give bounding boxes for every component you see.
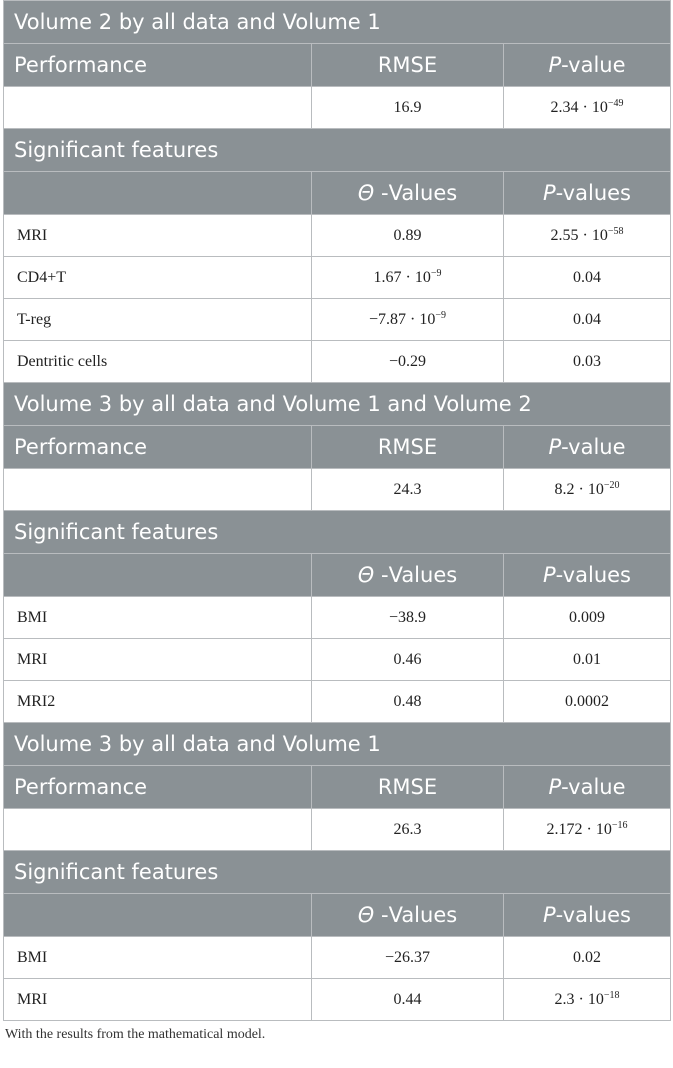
theta-value-exponent: −9	[435, 310, 446, 321]
theta-value	[312, 937, 504, 979]
theta-values-header	[312, 894, 504, 937]
feature-name: MRI2	[4, 681, 312, 723]
results-table	[3, 0, 671, 1021]
theta-value-exponent: −9	[430, 268, 442, 279]
section-title: Volume 2 by all data and Volume 1	[4, 1, 671, 44]
p-symbol: P	[543, 903, 556, 927]
section-title: Volume 3 by all data and Volume 1	[4, 723, 671, 766]
feature-p-value-base: 0.009	[569, 608, 605, 626]
significant-features-label: Significant features	[4, 511, 671, 554]
theta-value-base: −7.87 · 10	[369, 311, 436, 328]
significant-features-label: Significant features	[4, 129, 671, 172]
theta-values-text: -Values	[374, 903, 458, 927]
p-value-header	[504, 426, 671, 469]
rmse-value: 16.9	[312, 87, 504, 129]
rmse-header: RMSE	[312, 44, 504, 87]
feature-name: BMI	[4, 597, 312, 639]
features-header-row	[4, 172, 671, 215]
p-symbol: P	[548, 53, 562, 77]
performance-value-row	[4, 809, 671, 851]
feature-row	[4, 299, 671, 341]
p-values-header	[504, 554, 671, 597]
p-symbol: P	[543, 563, 556, 587]
feature-name: MRI	[4, 979, 312, 1021]
feature-row	[4, 341, 671, 383]
feature-row	[4, 979, 671, 1021]
performance-header-row	[4, 766, 671, 809]
performance-value-row	[4, 469, 671, 511]
p-value-exponent: −49	[607, 98, 624, 109]
theta-value-base: −38.9	[388, 608, 427, 626]
rmse-value: 24.3	[312, 469, 504, 511]
rmse-header: RMSE	[312, 426, 504, 469]
performance-empty-cell	[4, 469, 312, 511]
theta-symbol: Θ	[357, 563, 375, 587]
feature-p-value-base: 2.3 · 10	[554, 991, 604, 1008]
feature-p-value	[504, 681, 671, 723]
theta-value-base: 0.44	[393, 990, 422, 1008]
p-value	[504, 87, 671, 129]
p-value-header-text: -value	[561, 775, 626, 799]
performance-label: Performance	[4, 426, 312, 469]
theta-value-base: −0.29	[388, 352, 427, 370]
feature-p-value-base: 0.03	[573, 352, 601, 370]
theta-values-header	[312, 554, 504, 597]
theta-symbol: Θ	[357, 903, 375, 927]
section-title-row	[4, 383, 671, 426]
performance-header-row	[4, 426, 671, 469]
p-values-text: -values	[555, 563, 631, 587]
performance-header-row	[4, 44, 671, 87]
p-value-exponent: −16	[611, 820, 628, 831]
theta-values-text: -Values	[374, 563, 458, 587]
theta-values-text: -Values	[374, 181, 458, 205]
p-values-text: -values	[555, 903, 631, 927]
performance-empty-cell	[4, 87, 312, 129]
theta-value	[312, 681, 504, 723]
performance-value-row	[4, 87, 671, 129]
p-value-base: 2.34 · 10	[550, 99, 608, 116]
theta-value-base: 0.46	[393, 650, 422, 668]
p-value-exponent: −20	[603, 480, 620, 491]
p-value-header	[504, 766, 671, 809]
feature-name: Dentritic cells	[4, 341, 312, 383]
theta-value-base: 0.89	[393, 226, 422, 244]
features-header-empty	[4, 554, 312, 597]
feature-p-value	[504, 299, 671, 341]
feature-name: BMI	[4, 937, 312, 979]
section-title: Volume 3 by all data and Volume 1 and Volume 2	[4, 383, 671, 426]
p-values-header	[504, 894, 671, 937]
feature-p-value	[504, 639, 671, 681]
significant-features-label: Significant features	[4, 851, 671, 894]
feature-name: T-reg	[4, 299, 312, 341]
theta-symbol: Θ	[357, 181, 375, 205]
table-footnote: With the results from the mathematical model.	[5, 1027, 266, 1042]
feature-p-value	[504, 341, 671, 383]
feature-name: CD4+T	[4, 257, 312, 299]
feature-row	[4, 597, 671, 639]
feature-row	[4, 639, 671, 681]
rmse-header: RMSE	[312, 766, 504, 809]
p-value-header-text: -value	[561, 435, 626, 459]
p-value-header-text: -value	[561, 53, 626, 77]
p-value-base: 8.2 · 10	[554, 481, 604, 498]
theta-value-base: 0.48	[393, 692, 422, 710]
section-title-row	[4, 723, 671, 766]
feature-p-value-exponent: −18	[603, 990, 620, 1001]
features-label-row	[4, 511, 671, 554]
features-label-row	[4, 129, 671, 172]
theta-value-base: −26.37	[384, 948, 431, 966]
p-value	[504, 809, 671, 851]
theta-value	[312, 639, 504, 681]
theta-value	[312, 597, 504, 639]
p-symbol: P	[548, 775, 562, 799]
feature-p-value	[504, 215, 671, 257]
theta-value-base: 1.67 · 10	[373, 269, 431, 286]
feature-row	[4, 937, 671, 979]
features-header-row	[4, 554, 671, 597]
p-value-header	[504, 44, 671, 87]
feature-name: MRI	[4, 639, 312, 681]
feature-name: MRI	[4, 215, 312, 257]
features-label-row	[4, 851, 671, 894]
performance-label: Performance	[4, 766, 312, 809]
p-values-header	[504, 172, 671, 215]
results-table-body	[4, 1, 671, 1021]
feature-row	[4, 257, 671, 299]
performance-label: Performance	[4, 44, 312, 87]
feature-row	[4, 681, 671, 723]
feature-p-value-base: 0.0002	[565, 692, 609, 710]
p-value	[504, 469, 671, 511]
p-value-base: 2.172 · 10	[546, 821, 612, 838]
section-title-row	[4, 1, 671, 44]
theta-values-header	[312, 172, 504, 215]
feature-p-value-base: 0.04	[573, 268, 601, 286]
feature-p-value-exponent: −58	[607, 226, 624, 237]
rmse-value: 26.3	[312, 809, 504, 851]
feature-p-value	[504, 979, 671, 1021]
p-symbol: P	[543, 181, 556, 205]
feature-row	[4, 215, 671, 257]
feature-p-value-base: 0.01	[573, 650, 601, 668]
p-values-text: -values	[555, 181, 631, 205]
theta-value	[312, 215, 504, 257]
features-header-empty	[4, 894, 312, 937]
theta-value	[312, 979, 504, 1021]
theta-value	[312, 257, 504, 299]
features-header-row	[4, 894, 671, 937]
feature-p-value	[504, 597, 671, 639]
feature-p-value-base: 2.55 · 10	[550, 227, 608, 244]
features-header-empty	[4, 172, 312, 215]
feature-p-value	[504, 257, 671, 299]
feature-p-value-base: 0.04	[573, 310, 601, 328]
p-symbol: P	[548, 435, 562, 459]
feature-p-value-base: 0.02	[573, 948, 601, 966]
theta-value	[312, 341, 504, 383]
theta-value	[312, 299, 504, 341]
feature-p-value	[504, 937, 671, 979]
performance-empty-cell	[4, 809, 312, 851]
